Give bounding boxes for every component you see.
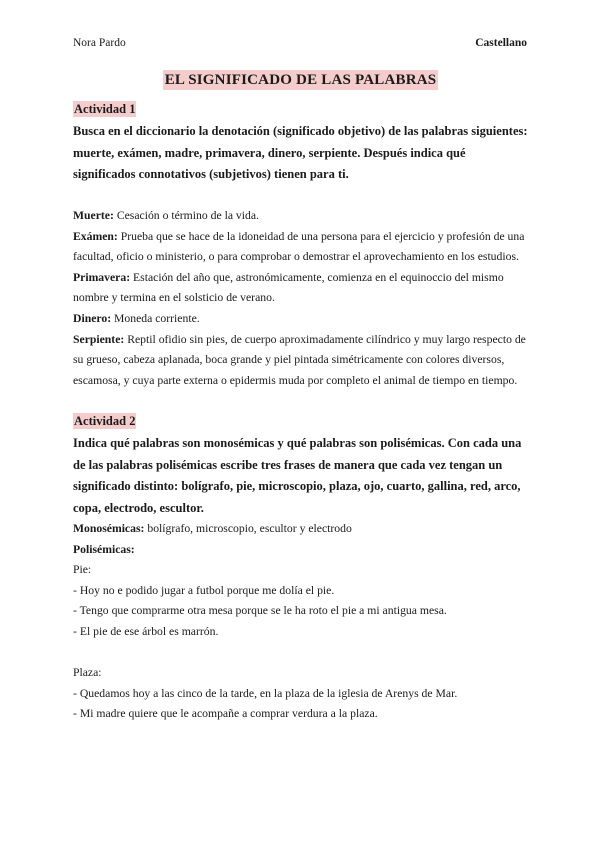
definition-dinero: Dinero: Moneda corriente. bbox=[73, 312, 200, 326]
pie-sentence: - El pie de ese árbol es marrón. bbox=[73, 625, 219, 638]
definition-muerte: Muerte: Cesación o término de la vida. bbox=[73, 209, 259, 223]
polysemic-label: Polisémicas: bbox=[73, 542, 135, 556]
pie-sentence: - Tengo que comprarme otra mesa porque se le ha roto el pie a mi antigua mesa. bbox=[73, 604, 447, 618]
definition-serpiente: Serpiente: Reptil ofidio sin pies, de cuerpo aproximadamente cilíndrico y muy largo respecto de su grueso, cabeza aplanada, boca grande y piel pintada simétricamente con colores diversos, escamosa, y cuya parte externa o epidermis muda por completo el animal de tiempo en tiempo. bbox=[73, 332, 526, 387]
plaza-sentence: - Mi madre quiere que le acompañe a comprar verdura a la plaza. bbox=[73, 707, 378, 721]
activity-1-instructions: Busca en el diccionario la denotación (significado objetivo) de las palabras siguientes: muerte, exámen, madre, primavera, dinero, serpiente. Después indica qué significados connotativos (subjetivos) tienen para ti. bbox=[73, 124, 528, 181]
activity-1-heading: Actividad 1 bbox=[74, 102, 136, 116]
document-title: EL SIGNIFICADO DE LAS PALABRAS bbox=[164, 72, 437, 88]
definition-primavera: Primavera: Estación del año que, astronómicamente, comienza en el equinoccio del mismo nombre y termina en el solsticio de verano. bbox=[73, 270, 504, 305]
plaza-label: Plaza: bbox=[73, 666, 102, 680]
header-subject: Castellano bbox=[475, 37, 527, 49]
header-author: Nora Pardo bbox=[73, 37, 126, 49]
pie-label: Pie: bbox=[73, 563, 92, 577]
activity-2-instructions: Indica qué palabras son monosémicas y qué palabras son polisémicas. Con cada una de las palabras polisémicas escribe tres frases de manera que cada vez tengan un significado distinto: bolígrafo, pie, microscopio, plaza, ojo, cuarto, gallina, red, arco, copa, electrodo, escultor. bbox=[73, 436, 522, 515]
definition-examen: Exámen: Prueba que se hace de la idoneidad de una persona para el ejercicio y profesión de una facultad, oficio o ministerio, o para comprobar o demostrar el aprovechamiento en los estudios. bbox=[73, 229, 525, 264]
document-body bbox=[73, 70, 528, 725]
activity-2-heading: Actividad 2 bbox=[74, 414, 136, 429]
monosemic-line: Monosémicas: bolígrafo, microscopio, escultor y electrodo bbox=[73, 522, 352, 536]
plaza-sentence: - Quedamos hoy a las cinco de la tarde, en la plaza de la iglesia de Arenys de Mar. bbox=[73, 686, 458, 700]
pie-sentence: - Hoy no e podido jugar a futbol porque me dolía el pie. bbox=[73, 583, 335, 597]
